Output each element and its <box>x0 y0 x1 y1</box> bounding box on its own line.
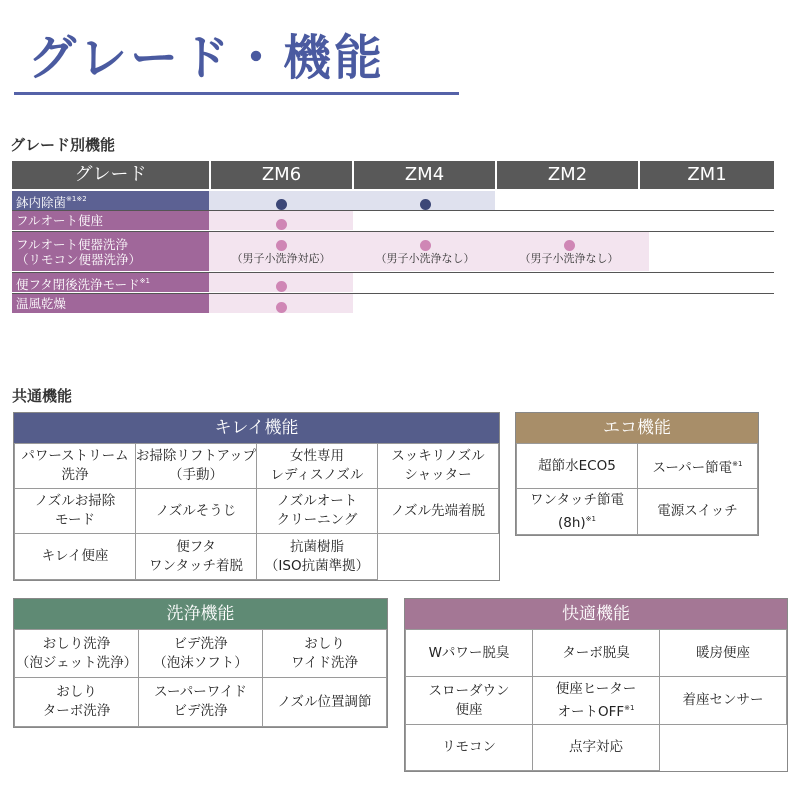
feature-cell: 暖房便座 <box>659 629 787 677</box>
eco-feature-header: エコ機能 <box>516 413 758 443</box>
kirei-feature-box <box>13 412 500 581</box>
grade-row <box>12 273 774 292</box>
feature-cell: 抗菌樹脂 （ISO抗菌準拠） <box>256 533 378 580</box>
zm6-wash-note: （男子小洗浄対応） <box>231 252 331 265</box>
grade-header-label: グレード <box>12 161 209 189</box>
feature-cell: 便フタ ワンタッチ着脱 <box>135 533 257 580</box>
kirei-feature-header: キレイ機能 <box>14 413 499 443</box>
feature-cell: 着座センサー <box>659 676 787 725</box>
feature-cell: 点字対応 <box>532 724 660 771</box>
senjo-feature-header: 洗浄機能 <box>14 599 387 629</box>
grade-row <box>12 211 774 230</box>
feature-cell: スーパーワイド ビデ洗浄 <box>138 677 263 727</box>
feature-cell: Wパワー脱臭 <box>405 629 533 677</box>
feature-cell: 便座ヒーター オートOFF$^{※1}$ <box>532 676 660 725</box>
available-dot-icon <box>276 302 287 313</box>
feature-cell: キレイ便座 <box>14 533 136 580</box>
kaiteki-feature-header: 快適機能 <box>405 599 787 629</box>
feature-cell: ノズル先端着脱 <box>377 488 499 534</box>
grade-row-label: 便フタ閉後洗浄モード$^{※1}$ <box>12 273 209 292</box>
feature-cell: 女性専用 レディスノズル <box>256 443 378 489</box>
feature-cell: おしり ワイド洗浄 <box>262 629 387 678</box>
grade-header-zm1: ZM1 <box>640 161 774 189</box>
feature-cell: スローダウン 便座 <box>405 676 533 725</box>
grade-header-zm4: ZM4 <box>354 161 495 189</box>
feature-cell: リモコン <box>405 724 533 771</box>
grade-header-zm2: ZM2 <box>497 161 638 189</box>
feature-cell: ビデ洗浄 （泡沫ソフト） <box>138 629 263 678</box>
senjo-feature-box <box>13 598 388 728</box>
feature-cell: 超節水ECO5 <box>516 443 638 489</box>
available-dot-icon <box>276 219 287 230</box>
eco-feature-box <box>515 412 759 536</box>
grade-table <box>12 161 774 313</box>
title-underline <box>14 92 459 95</box>
grade-row <box>12 294 774 313</box>
feature-cell: ノズルオート クリーニング <box>256 488 378 534</box>
feature-cell: お掃除リフトアップ （手動） <box>135 443 257 489</box>
available-dot-icon <box>420 199 431 210</box>
feature-cell: ノズルそうじ <box>135 488 257 534</box>
common-section-label: 共通機能 <box>12 387 73 405</box>
feature-cell: パワーストリーム 洗浄 <box>14 443 136 489</box>
grade-row-label: フルオート便座 <box>12 211 209 230</box>
available-dot-icon <box>564 240 575 251</box>
available-dot-icon <box>276 240 287 251</box>
available-dot-icon <box>420 240 431 251</box>
grade-row <box>12 232 774 271</box>
feature-cell: おしり洗浄 （泡ジェット洗浄） <box>14 629 139 678</box>
grade-row-label: 鉢内除菌$^{※1※2}$ <box>12 191 209 210</box>
grade-section-label: グレード別機能 <box>10 136 116 154</box>
feature-cell: スッキリノズル シャッター <box>377 443 499 489</box>
feature-cell: ターボ脱臭 <box>532 629 660 677</box>
available-dot-icon <box>276 199 287 210</box>
feature-cell: ワンタッチ節電 $(8h)^{※1}$ <box>516 488 638 535</box>
feature-cell: おしり ターボ洗浄 <box>14 677 139 727</box>
feature-cell: ノズル位置調節 <box>262 677 387 727</box>
grade-row-label: 温風乾燥 <box>12 294 209 313</box>
zm2-wash-note: （男子小洗浄なし） <box>519 252 619 265</box>
grade-row <box>12 191 774 210</box>
feature-cell: 電源スイッチ <box>637 488 758 535</box>
grade-header-zm6: ZM6 <box>211 161 352 189</box>
kaiteki-feature-box <box>404 598 788 772</box>
grade-row-label: フルオート便器洗浄 （リモコン便器洗浄） <box>12 232 209 271</box>
available-dot-icon <box>276 281 287 292</box>
feature-cell: スーパー節電$^{※1}$ <box>637 443 758 489</box>
feature-cell: ノズルお掃除 モード <box>14 488 136 534</box>
zm4-wash-note: （男子小洗浄なし） <box>375 252 475 265</box>
page-title: グレード・機能 <box>28 30 386 86</box>
